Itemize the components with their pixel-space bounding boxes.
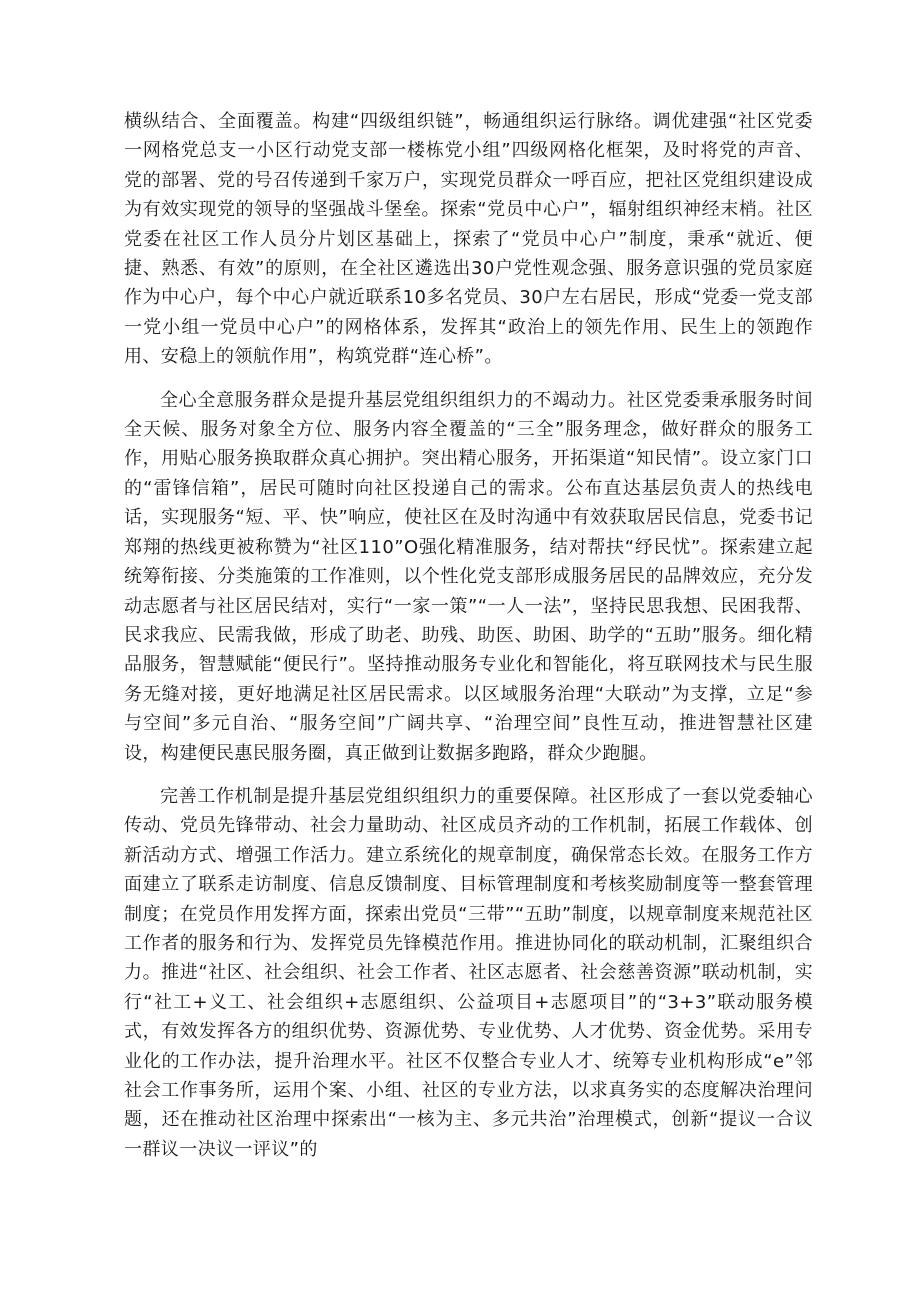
paragraph-3: 完善工作机制是提升基层党组织组织力的重要保障。社区形成了一套以党委轴心传动、党员先锋带动、社会力量助动、社区成员齐动的工作机制，拓展工作载体、创新活动方式、增强工作活力。建立系统化的规章制度，确保常态长效。在服务工作方面建立了联系走访制度、信息反馈制度、目标管理制度和考核奖励制度等一整套管理制度；在党员作用发挥方面，探索出党员“三带”“五助”制度，以规章制度来规范社区工作者的服务和行为、发挥党员先锋模范作用。推进协同化的联动机制，汇聚组织合力。推进“社区、社会组织、社会工作者、社区志愿者、社会慈善资源”联动机制，实行“社工+义工、社会组织+志愿组织、公益项目+志愿项目”的“3+3”联动服务模式，有效发挥各方的组织优势、资源优势、专业优势、人才优势、资金优势。采用专业化的工作办法，提升治理水平。社区不仅整合专业人才、统筹专业机构形成“e”邻社会工作事务所，运用个案、小组、社区的专业方法，以求真务实的态度解决治理问题，还在推动社区治理中探索出“一核为主、多元共治”治理模式，创新“提议一合议一群议一决议一评议”的 [124, 785, 813, 1160]
paragraph-1: 横纵结合、全面覆盖。构建“四级组织链”，畅通组织运行脉络。调优建强“社区党委一网格党总支一小区行动党支部一楼栋党小组”四级网格化框架，及时将党的声音、党的部署、党的号召传递到千家万户，实现党员群众一呼百应，把社区党组织建设成为有效实现党的领导的坚强战斗堡垒。探索“党员中心户”，辐射组织神经末梢。社区党委在社区工作人员分片划区基础上，探索了“党员中心户”制度，秉承“就近、便捷、熟悉、有效”的原则，在全社区遴选出30户党性观念强、服务意识强的党员家庭作为中心户，每个中心户就近联系10多名党员、30户左右居民，形成“党委一党支部一党小组一党员中心户”的网格体系，发挥其“政治上的领先作用、民生上的领跑作用、安稳上的领航作用”，构筑党群“连心桥”。 [124, 111, 813, 368]
document-body [124, 107, 813, 1164]
paragraph-2: 全心全意服务群众是提升基层党组织组织力的不竭动力。社区党委秉承服务时间全天候、服务对象全方位、服务内容全覆盖的“三全”服务理念，做好群众的服务工作，用贴心服务换取群众真心拥护。突出精心服务，开拓渠道“知民情”。设立家门口的“雷锋信箱”，居民可随时向社区投递自己的需求。公布直达基层负责人的热线电话，实现服务“短、平、快”响应，使社区在及时沟通中有效获取居民信息，党委书记郑翔的热线更被称赞为“社区110”O强化精准服务，结对帮扶“纾民忧”。探索建立起统筹衔接、分类施策的工作准则，以个性化党支部形成服务居民的品牌效应，充分发动志愿者与社区居民结对，实行“一家一策”“一人一法”，坚持民思我想、民困我帮、民求我应、民需我做，形成了助老、助残、助医、助困、助学的“五助”服务。细化精品服务，智慧赋能“便民行”。坚持推动服务专业化和智能化，将互联网技术与民生服务无缝对接，更好地满足社区居民需求。以区域服务治理“大联动”为支撑，立足“参与空间”多元自治、“服务空间”广阔共享、“治理空间”良性互动，推进智慧社区建设，构建便民惠民服务圈，真正做到让数据多跑路，群众少跑腿。 [124, 389, 813, 764]
